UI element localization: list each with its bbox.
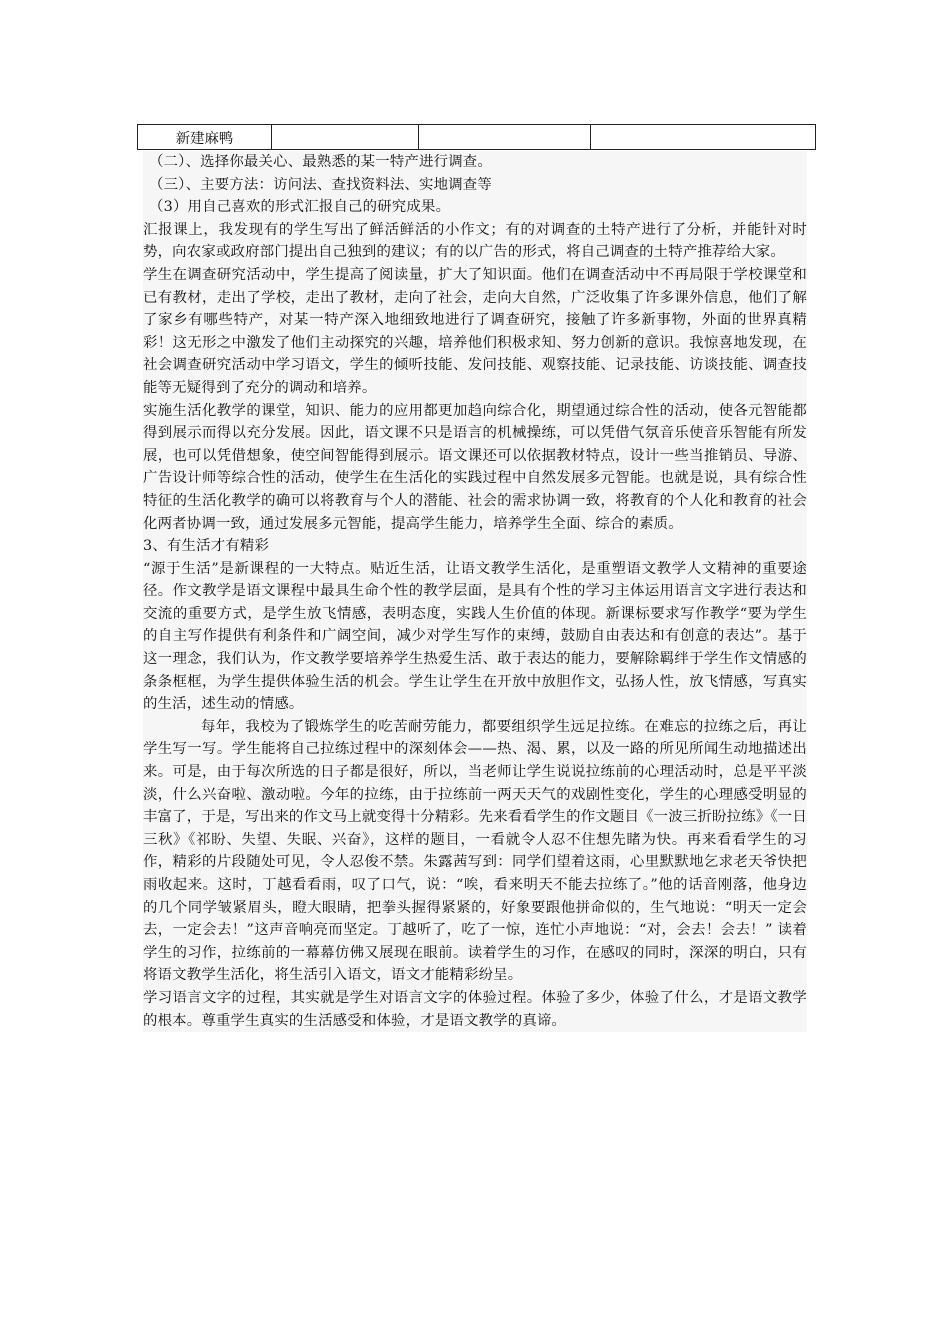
table-row (138, 125, 816, 150)
paragraph-intelligence: 实施生活化教学的课堂，知识、能力的应用都更加趋向综合化，期望通过综合性的活动，使各元智能都得到展示而得以充分发展。因此，语文课不只是语言的机械操练，可以凭借气氛音乐使音乐智能有所发展，也可以凭借想象，使空间智能得到展示。语文课还可以依据教材特点，设计一些当推销员、导游、广告设计师等综合性的活动，使学生在生活化的实践过程中自然发展多元智能。也就是说，具有综合性特征的生活化教学的确可以将教育与个人的潜能、社会的需求协调一致，将教育的个人化和教育的社会化两者协调一致，通过发展多元智能，提高学生能力，培养学生全面、综合的素质。 (143, 402, 807, 532)
paragraph-life-source: “源于生活”是新课程的一大特点。贴近生活，让语文教学生活化，是重塑语文教学人文精神的重要途径。作文教学是语文课程中最具生命个性的教学层面，是具有个性的学习主体运用语言文字进行表达和交流的重要方式，是学生放飞情感，表明态度，实践人生价值的体现。新课标要求写作教学“要为学生的自主写作提供有利条件和广阔空间，减少对学生写作的束缚，鼓励自由表达和有创意的表达”。基于这一理念，我们认为，作文教学要培养学生热爱生活、敢于表达的能力，要解除羁绊于学生作文情感的条条框框，为学生提供体验生活的机会。学生让学生在开放中放胆作文，弘扬人性，放飞情感，写真实的生活，述生动的情感。 (143, 560, 807, 713)
paragraph-report-class: 汇报课上，我发现有的学生写出了鲜活鲜活的小作文；有的对调查的土特产进行了分析，并能针对时势，向农家或政府部门提出自己独到的建议；有的以广告的形式，将自己调查的土特产推荐给大家。 (143, 221, 807, 261)
table-cell: 新建麻鸭 (138, 125, 272, 150)
body-text (143, 151, 807, 1032)
paragraph-research: 学生在调查研究活动中，学生提高了阅读量，扩大了知识面。他们在调查活动中不再局限于学校课堂和已有教材，走出了学校，走出了教材，走向了社会，走向大自然，广泛收集了许多课外信息，他们了解了家乡有哪些特产，对某一特产深入地细致地进行了调查研究，接触了许多新事物，外面的世界真精彩！这无形之中激发了他们主动探究的兴趣，培养他们积极求知、努力创新的意识。我惊喜地发现，在社会调查研究活动中学习语文，学生的倾听技能、发问技能、观察技能、记录技能、访谈技能、调查技能等无疑得到了充分的调动和培养。 (143, 266, 807, 396)
table-cell (591, 125, 816, 150)
table-cell (419, 125, 591, 150)
section-heading: 3、有生活才有精彩 (143, 538, 270, 555)
step-2: （二）、选择你最关心、最熟悉的某一特产进行调查。 (149, 154, 492, 170)
step-3: （三）、主要方法：访问法、查找资料法、实地调查等 (149, 176, 492, 193)
paragraph-hiking-story: 每年，我校为了锻炼学生的吃苦耐劳能力，都要组织学生远足拉练。在难忘的拉练之后，再让学生写一写。学生能将自己拉练过程中的深刻体会——热、渴、累，以及一路的所见所闻生动地描述出来。可是，由于每次所选的日子都是很好，所以，当老师让学生说说拉练前的心理活动时，总是平平淡淡，什么兴奋啦、激动啦。今年的拉练，由于拉练前一两天天气的戏剧性变化，学生的心理感受明显的丰富了，于是，写出来的作文马上就变得十分精彩。先来看看学生的作文题目《一波三折盼拉练》《一日三秋》《祁盼、失望、失眠、兴奋》，这样的题目，一看就令人忍不住想先睹为快。再来看看学生的习作，精彩的片段随处可见，令人忍俊不禁。朱露茜写到：同学们望着这雨，心里默默地乞求老天爷快把雨收起来。这时，丁越看看雨，叹了口气，说：“唉，看来明天不能去拉练了。”他的话音刚落，他身边的几个同学皱紧眉头，瞪大眼睛，把拳头握得紧紧的，好象要跟他拼命似的，生气地说：“明天一定会去，一定会去！”这声音响亮而坚定。丁越听了，吃了一惊，连忙小声地说：“对，会去！会去！” 读着学生的习作，拉练前的一幕幕仿佛又展现在眼前。读着学生的习作，在感叹的同时，深深的明白，只有将语文教学生活化，将生活引入语文，语文才能精彩纷呈。 (143, 718, 807, 984)
paragraph-conclusion: 学习语言文字的过程，其实就是学生对语言文字的体验过程。体验了多少，体验了什么，才是语文教学的根本。尊重学生真实的生活感受和体验，才是语文教学的真谛。 (143, 989, 807, 1029)
specialty-table (137, 124, 816, 150)
table-cell (272, 125, 419, 150)
step-report: （3）用自己喜欢的形式汇报自己的研究成果。 (149, 199, 451, 216)
